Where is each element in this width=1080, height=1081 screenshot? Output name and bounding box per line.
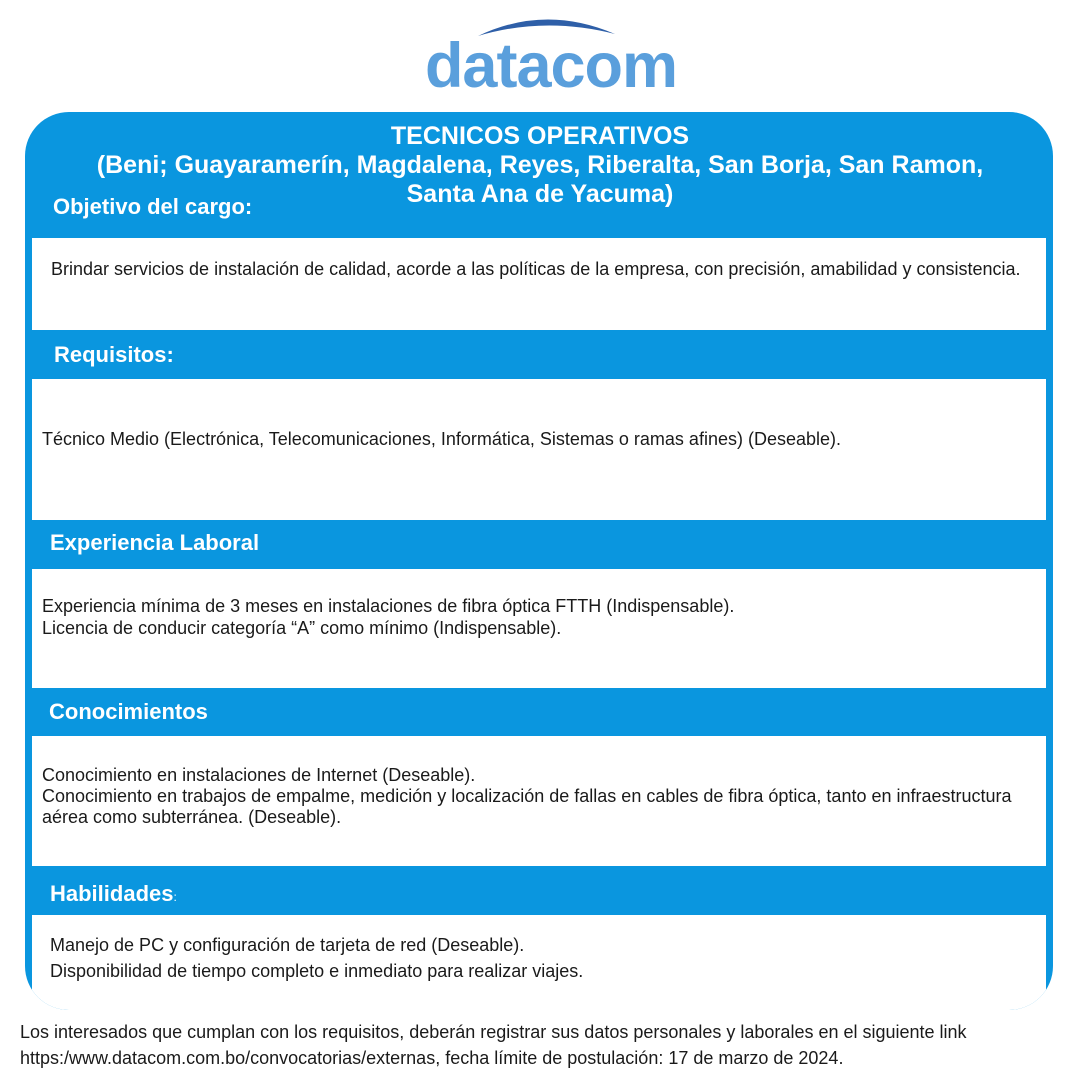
section-panel-objetivo	[32, 238, 1046, 330]
objetivo-text: Brindar servicios de instalación de calidad, acorde a las políticas de la empresa, con precisión, amabilidad y consistencia.	[51, 259, 1021, 279]
habilidades-item: Disponibilidad de tiempo completo e inmediato para realizar viajes.	[50, 961, 584, 981]
section-panel-habilidades	[32, 915, 1046, 1010]
application-instructions: Los interesados que cumplan con los requisitos, deberán registrar sus datos personales y laborales en el siguiente link https:/www.datacom.com.bo/convocatorias/externas, fecha límite de postulación: 17 de marzo de 2024.	[20, 1022, 967, 1068]
conocimientos-item: Conocimiento en instalaciones de Internet (Deseable).	[42, 765, 476, 785]
section-panel-conocimientos	[32, 736, 1046, 866]
habilidades-item: Manejo de PC y configuración de tarjeta de red (Deseable).	[50, 935, 525, 955]
section-label-habilidades	[50, 881, 177, 907]
section-panel-requisitos	[32, 379, 1046, 520]
job-title-main: TECNICOS OPERATIVOS	[390, 122, 690, 150]
job-title-locations: (Beni; Guayaramerín, Magdalena, Reyes, Riberalta, San Borja, San Ramon, Santa Ana de Yacuma)	[96, 151, 984, 208]
experiencia-item: Experiencia mínima de 3 meses en instalaciones de fibra óptica FTTH (Indispensable).	[42, 596, 735, 616]
habilidades-label-suffix: :	[173, 890, 177, 904]
section-panel-experiencia	[32, 569, 1046, 688]
section-label-experiencia: Experiencia Laboral	[50, 530, 260, 555]
conocimientos-item: Conocimiento en trabajos de empalme, medición y localización de fallas en cables de fibra óptica, tanto en infraestructura aérea como subterránea. (Deseable).	[42, 786, 1012, 827]
job-posting-card	[25, 112, 1053, 1010]
habilidades-label-text: Habilidades	[50, 881, 174, 906]
section-label-conocimientos: Conocimientos	[49, 699, 208, 724]
datacom-logo	[0, 0, 1080, 110]
experiencia-item: Licencia de conducir categoría “A” como mínimo (Indispensable).	[42, 618, 562, 638]
requisitos-text: Técnico Medio (Electrónica, Telecomunicaciones, Informática, Sistemas o ramas afines) (Deseable).	[42, 429, 842, 449]
logo-wordmark: datacom	[424, 31, 678, 101]
section-label-requisitos: Requisitos:	[54, 342, 174, 367]
section-label-objetivo: Objetivo del cargo:	[53, 194, 253, 219]
